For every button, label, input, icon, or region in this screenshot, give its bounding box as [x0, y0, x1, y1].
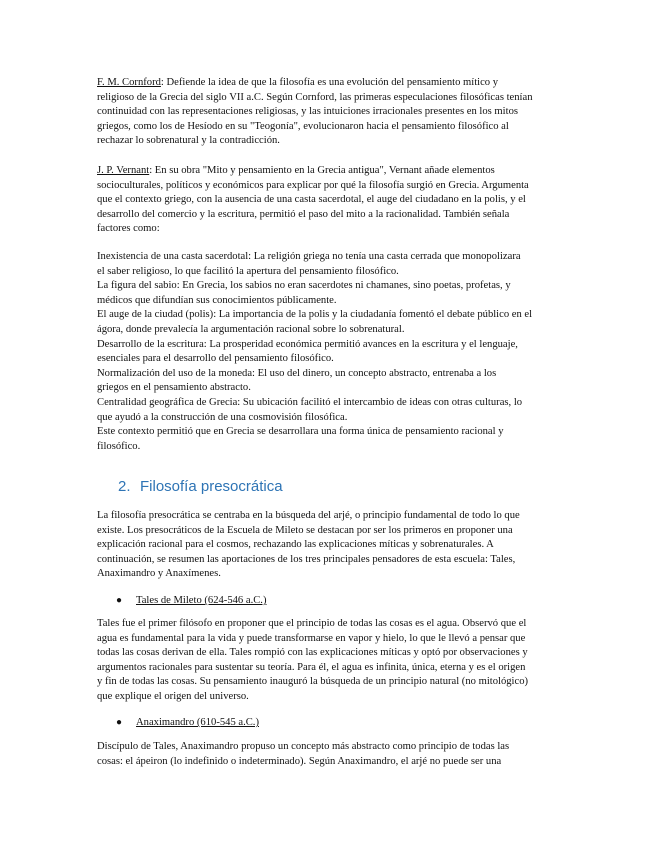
factor-line: el saber religioso, lo que facilitó la apertura del pensamiento filosófico.	[97, 265, 399, 277]
anaximandro-line: Discípulo de Tales, Anaximandro propuso un concepto más abstracto como principio de todas las	[97, 741, 510, 752]
section-number: 2.	[118, 478, 131, 495]
tales-line: argumentos racionales para sustentar su teoría. Para él, el agua es infinita, única, eterna y es el origen	[97, 661, 526, 673]
tales-line: Tales fue el primer filósofo en proponer que el principio de todas las cosas es el agua. Observó que el	[97, 618, 527, 629]
section-heading	[118, 478, 283, 496]
cornford-text: : Defiende la idea de que la filosofía es una evolución del pensamiento mítico y	[160, 77, 499, 88]
anaximandro-heading: Anaximandro (610-545 a.C.)	[136, 717, 259, 728]
factor-line: Desarrollo de la escritura: La prosperidad económica permitió avances en la escritura y el lenguaje,	[97, 338, 518, 350]
factor-line: Centralidad geográfica de Grecia: Su ubicación facilitó el intercambio de ideas con otras culturas, lo	[97, 396, 523, 408]
factor-line: filosófico.	[97, 440, 141, 452]
vernant-line: socioculturales, políticos y económicos para explicar por qué la filosofía surgió en Grecia. Argumenta	[97, 179, 529, 191]
intro-line: La filosofía presocrática se centraba en la búsqueda del arjé, o principio fundamental de todo lo que	[97, 510, 520, 521]
factor-line: La figura del sabio: En Grecia, los sabios no eran sacerdotes ni chamanes, sino poetas, profetas, y	[97, 280, 511, 292]
cornford-line: rechazar lo sobrenatural y la contradicción.	[97, 135, 280, 147]
bullet-icon: ●	[116, 717, 123, 728]
factor-line: ágora, donde prevalecía la argumentación racional sobre lo sobrenatural.	[97, 323, 405, 335]
factor-line: que ayudó a la construcción de una cosmovisión filosófica.	[97, 411, 348, 423]
factor-line: griegos en el pensamiento abstracto.	[97, 382, 251, 394]
vernant-name: J. P. Vernant	[97, 165, 150, 176]
factor-line: esenciales para el desarrollo del pensamiento filosófico.	[97, 353, 334, 365]
intro-line: continuación, se resumen las aportaciones de los tres principales pensadores de esta escuela: Tales,	[97, 553, 516, 565]
factors-paragraph	[97, 250, 559, 454]
tales-line: agua es fundamental para la vida y puede transformarse en vapor y hielo, lo que le llevó a pensar que	[97, 632, 526, 644]
intro-line: existe. Los presocráticos de la Escuela de Mileto se destacan por ser los primeros en proponer una	[97, 524, 513, 536]
section-title: Filosofía presocrática	[140, 478, 283, 495]
cornford-line	[97, 76, 559, 91]
tales-heading: Tales de Mileto (624-546 a.C.)	[136, 595, 267, 606]
factor-line: Este contexto permitió que en Grecia se desarrollara una forma única de pensamiento racional y	[97, 426, 504, 438]
vernant-line: factores como:	[97, 223, 160, 235]
cornford-name: F. M. Cornford	[97, 77, 161, 88]
intro-line: explicación racional para el cosmos, rechazando las explicaciones míticas y sobrenaturales. A	[97, 539, 494, 551]
cornford-line: griegos, como los de Hesíodo en su "Teogonía", evolucionaron hacia el pensamiento filosófico al	[97, 120, 509, 132]
presocratic-intro-paragraph	[97, 509, 559, 582]
cornford-line: continuidad con las representaciones religiosas, y las intuiciones irracionales presentes en los mitos	[97, 106, 518, 118]
vernant-paragraph	[97, 164, 559, 237]
cornford-line: religioso de la Grecia del siglo VII a.C. Según Cornford, las primeras especulaciones filosóficas tenían	[97, 91, 533, 103]
factor-line: El auge de la ciudad (polis): La importancia de la polis y la ciudadanía fomentó el debate público en el	[97, 309, 533, 321]
intro-line: Anaximandro y Anaxímenes.	[97, 568, 221, 580]
bullet-icon: ●	[116, 595, 123, 606]
tales-line: que explique el origen del universo.	[97, 690, 249, 702]
vernant-line: desarrollo del comercio y la escritura, permitió el paso del mito a la racionalidad. También señala	[97, 208, 510, 220]
factor-line: médicos que difundían sus conocimientos públicamente.	[97, 294, 337, 306]
factor-line: Normalización del uso de la moneda: El uso del dinero, un concepto abstracto, entrenaba a los	[97, 367, 497, 379]
vernant-text: : En su obra "Mito y pensamiento en la Grecia antigua", Vernant añade elementos	[149, 165, 495, 176]
anaximandro-paragraph	[97, 740, 559, 769]
cornford-paragraph	[97, 76, 559, 149]
anaximandro-line: cosas: el ápeiron (lo indefinido o indeterminado). Según Anaximandro, el arjé no puede ser una	[97, 755, 502, 767]
tales-paragraph	[97, 617, 559, 705]
vernant-line: que el contexto griego, con la ausencia de una casta sacerdotal, el auge del ciudadano en la polis, y el	[97, 194, 526, 206]
factor-line: Inexistencia de una casta sacerdotal: La religión griega no tenía una casta cerrada que monopolizara	[97, 251, 521, 262]
vernant-line	[97, 164, 559, 179]
tales-line: y fin de todas las cosas. Su pensamiento inauguró la búsqueda de un principio natural (no mitológico)	[97, 676, 529, 688]
tales-line: todas las cosas derivan de ella. Tales rompió con las explicaciones míticas y optó por observaciones y	[97, 647, 528, 659]
